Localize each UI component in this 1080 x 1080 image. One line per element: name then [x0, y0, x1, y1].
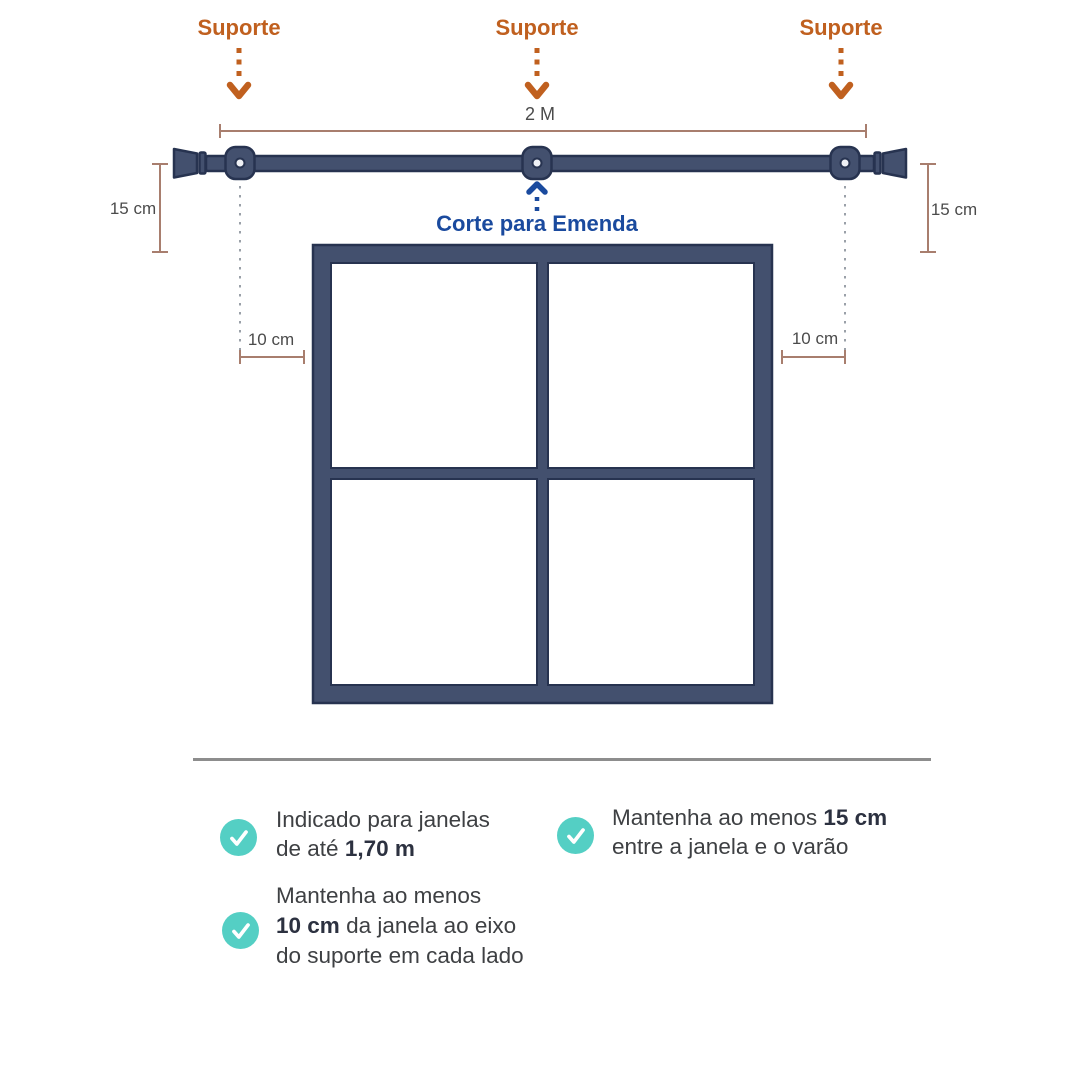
- left-finial-band: [200, 153, 206, 174]
- right-10cm-label: 10 cm: [791, 329, 839, 348]
- check-icon: [220, 819, 257, 856]
- check-icon: [222, 912, 259, 949]
- right-10cm-dimension-line: [782, 350, 845, 364]
- window-pane: [331, 479, 537, 685]
- section-divider: [193, 758, 931, 761]
- up-arrow-icon: [529, 184, 545, 213]
- checklist-item: Mantenha ao menos 10 cm da janela ao eixo do suporte em cada lado: [276, 883, 524, 968]
- rod-bracket-right: [831, 147, 860, 179]
- left-10cm-label: 10 cm: [247, 330, 295, 349]
- rod-length-label: 2 M: [524, 104, 556, 124]
- window-pane: [548, 263, 754, 468]
- down-arrow-icon: [230, 48, 248, 96]
- checklist-item: Indicado para janelas de até 1,70 m: [276, 807, 490, 861]
- left-10cm-dimension-line: [240, 350, 304, 364]
- window-pane: [548, 479, 754, 685]
- right-finial: [883, 149, 906, 178]
- right-15cm-label: 15 cm: [930, 200, 978, 219]
- left-finial: [174, 149, 197, 178]
- window-frame: [313, 245, 772, 703]
- left-15cm-label: 15 cm: [109, 199, 157, 218]
- support-label-left: Suporte: [197, 15, 281, 40]
- support-label-center: Suporte: [495, 15, 579, 40]
- rod-bracket-center: [523, 147, 552, 179]
- window-pane: [331, 263, 537, 468]
- support-label-right: Suporte: [799, 15, 883, 40]
- check-icon: [557, 817, 594, 854]
- rod-length-dimension-line: [220, 124, 866, 138]
- checklist-item: Mantenha ao menos 15 cm entre a janela e o varão: [612, 805, 888, 859]
- splice-label: Corte para Emenda: [436, 211, 638, 236]
- down-arrow-icon: [832, 48, 850, 96]
- down-arrow-icon: [528, 48, 546, 96]
- right-finial-band: [875, 153, 881, 174]
- rod-bracket-left: [226, 147, 255, 179]
